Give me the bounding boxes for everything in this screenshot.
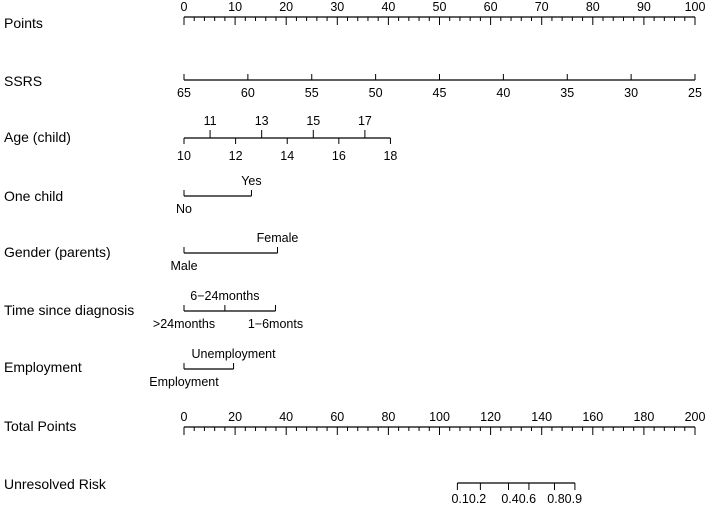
total-tick-label: 80: [381, 410, 396, 424]
total-tick-label: 20: [228, 410, 243, 424]
gender-tick-label: Male: [170, 259, 198, 273]
label-time-since-diagnosis: Time since diagnosis: [4, 302, 135, 318]
axis-total-points: [181, 410, 706, 435]
row-gender-parents: [4, 231, 298, 273]
ssrs-tick-label: 60: [240, 86, 255, 100]
total-tick-label: 120: [480, 410, 502, 424]
total-tick-label: 160: [582, 410, 604, 424]
axis-one-child: [176, 174, 262, 216]
axis-age-child: [177, 114, 397, 163]
age-tick-label: 12: [228, 149, 243, 163]
ssrs-tick-label: 50: [368, 86, 383, 100]
age-tick-label: 17: [357, 114, 372, 128]
ssrs-tick-label: 25: [688, 86, 702, 100]
row-age-child: [4, 114, 397, 163]
axis-time-since-diagnosis: [153, 289, 303, 331]
ssrs-tick-label: 30: [624, 86, 639, 100]
age-tick-label: 16: [331, 149, 346, 163]
total-tick-label: 40: [279, 410, 294, 424]
label-gender-parents: Gender (parents): [4, 244, 111, 260]
total-tick-label: 0: [180, 410, 188, 424]
total-tick-label: 200: [684, 410, 706, 424]
employment-tick-label: Employment: [149, 375, 219, 389]
age-tick-label: 10: [177, 149, 191, 163]
axis-points: [181, 0, 706, 25]
age-tick-label: 13: [254, 114, 269, 128]
risk-tick-label: 0.80.9: [547, 492, 583, 506]
points-tick-label: 20: [279, 0, 294, 14]
ssrs-tick-label: 35: [560, 86, 575, 100]
axis-gender-parents: [170, 231, 298, 273]
label-ssrs: SSRS: [4, 73, 43, 89]
age-tick-label: 18: [383, 149, 398, 163]
employment-tick-label: Unemployment: [191, 347, 276, 361]
risk-tick-label: 0.10.2: [451, 492, 487, 506]
row-time-since-diagnosis: [4, 289, 303, 331]
label-one-child: One child: [4, 188, 64, 204]
axis-unresolved-risk: [451, 483, 582, 506]
axis-employment: [149, 347, 276, 389]
row-ssrs: [4, 73, 702, 100]
ssrs-tick-label: 55: [304, 86, 319, 100]
row-total-points: [4, 410, 705, 435]
points-tick-label: 80: [585, 0, 600, 14]
points-tick-label: 30: [330, 0, 345, 14]
age-tick-label: 11: [203, 114, 217, 128]
time-tick-label: 1−6monts: [247, 317, 304, 331]
time-tick-label: 6−24months: [190, 289, 260, 303]
row-unresolved-risk: [4, 476, 582, 506]
label-total-points: Total Points: [4, 418, 77, 434]
one-child-tick-label: Yes: [241, 174, 262, 188]
age-tick-label: 15: [306, 114, 321, 128]
time-tick-label: >24months: [152, 317, 216, 331]
total-tick-label: 60: [330, 410, 345, 424]
gender-tick-label: Female: [256, 231, 299, 245]
points-tick-label: 10: [228, 0, 243, 14]
points-tick-label: 40: [381, 0, 396, 14]
label-points: Points: [4, 15, 43, 31]
points-tick-label: 90: [636, 0, 651, 14]
total-tick-label: 180: [633, 410, 655, 424]
risk-tick-label: 0.40.6: [501, 492, 537, 506]
label-unresolved-risk: Unresolved Risk: [4, 476, 106, 492]
label-employment: Employment: [4, 359, 82, 375]
label-age-child: Age (child): [4, 129, 71, 145]
one-child-tick-label: No: [176, 202, 192, 216]
row-one-child: [4, 174, 262, 216]
total-tick-label: 140: [531, 410, 553, 424]
ssrs-tick-label: 65: [177, 86, 191, 100]
points-tick-label: 100: [684, 0, 706, 14]
points-tick-label: 50: [432, 0, 447, 14]
ssrs-tick-label: 40: [496, 86, 511, 100]
points-tick-label: 60: [483, 0, 498, 14]
row-points: [4, 0, 705, 31]
total-tick-label: 100: [429, 410, 450, 424]
points-tick-label: 70: [534, 0, 549, 14]
points-tick-label: 0: [180, 0, 188, 14]
age-tick-label: 14: [280, 149, 295, 163]
ssrs-tick-label: 45: [432, 86, 447, 100]
axis-ssrs: [177, 74, 702, 100]
row-employment: [4, 347, 276, 389]
